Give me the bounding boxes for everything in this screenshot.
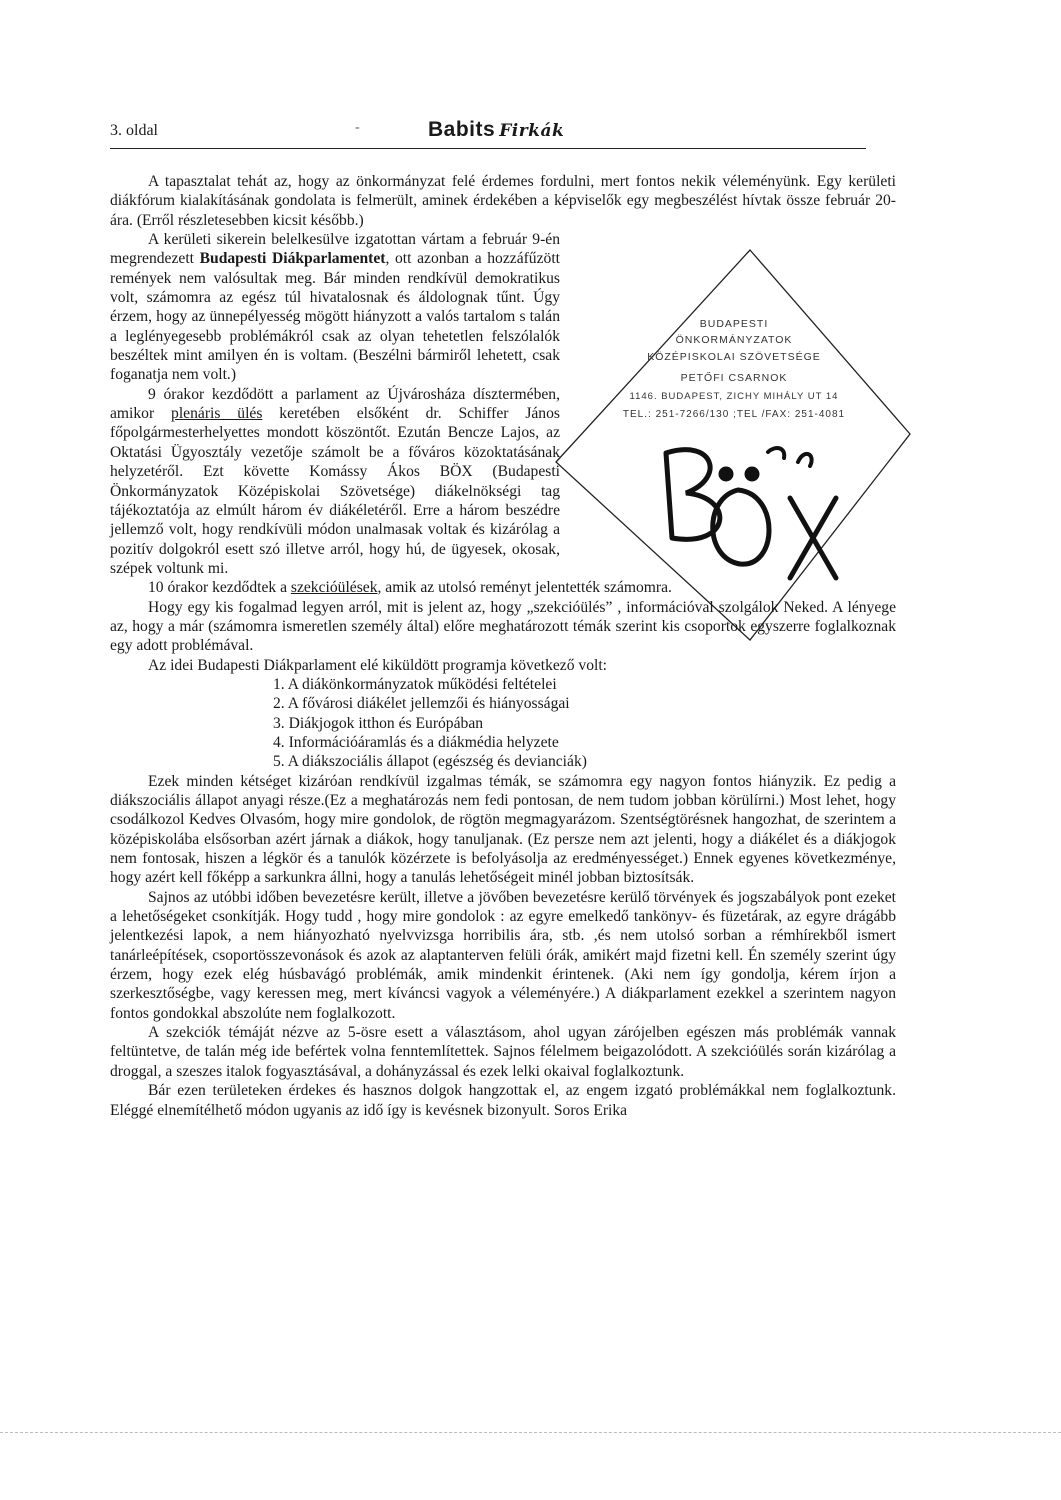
bold-term: Budapesti Diákparlamentet (199, 250, 386, 268)
paragraph-text: 9 órakor kezdődött a parlament az Újvárosháza dísztermében, amikor (110, 385, 560, 423)
paragraph (110, 578, 896, 597)
header-dash: - (355, 120, 360, 135)
list-item: 2. A fővárosi diákélet jellemzői és hiányosságai (273, 695, 570, 713)
paragraph-text: keretében elsőként dr. Schiffer János főpolgármesterhelyettes mondott köszöntőt. Ezután Bencze Lajos, az Oktatási Ügyosztály vezetője számolt be a főváros közoktatásának helyzetéről. Ezt követte Komássy Ákos BÖX (Budapesti Önkormányzatok Középiskolai Szövetsége) diákelnökségi tag tájékoztatója az elmúlt három év diákéletéről. Erre a három beszédre jellemző volt, hogy rendkívüli módon unalmasak voltak és kizárólag a pozitív dolgokról esett szó illetve arról, hogy hú, de ügyesek, okosak, szépek voltunk mi. (110, 405, 560, 577)
paragraph: A szekciók témáját nézve az 5-ösre esett a választásom, ahol ugyan zárójelben egészen más problémák vannak feltüntetve, de talán még ide befértek volna fenntemlítettek. Sajnos félelmem beigazolódott. A szekcióülés során kizárólag a droggal, a szeszes italok fogyasztásával, a dohányzással és ezek lelki okaival foglalkoztunk. (110, 1024, 896, 1080)
page-header (110, 118, 866, 149)
logo-line: TEL.: 251-7266/130 ;TEL /FAX: 251-4081 (622, 409, 846, 420)
paragraph: Bár ezen területeken érdekes és hasznos dolgok hangzottak el, az engem izgató problémákkal nem foglalkoztunk. Eléggé elnemítélhető módon ugyanis az idő így is kevésnek bizonyult. Soros Erika (110, 1082, 896, 1119)
paragraph: Ezek minden kétséget kizáróan rendkívül izgalmas témák, se számomra egy nagyon fontos hiányzik. Ez pedig a diákszociális állapot anyagi része.(Ez a meghatározás nem fedi pontosan, de nem tudom jobban körülírni.) Most lehet, hogy csodálkozol Kedves Olvasóm, hogy mire gondolok, de rögtön megmagyarázom. Szentségtörésnek hangozhat, de szerintem a középiskolába elsősorban azért járnak a diákok, hogy tanuljanak. (Ez persze nem azt jelenti, hogy a diákélet és a diákjogok nem fontosak, hiszen a légkör és a tanulók közérzete is befolyásolja az eredményességet.) Ennek egyenes következménye, hogy azért kell főképp a sarkunkra állni, hogy a tanulás lehetőségeit minél jobban biztosítsák. (110, 772, 896, 887)
logo-line: 1146. BUDAPEST, ZICHY MIHÁLY UT 14 (629, 391, 839, 402)
logo-line: BUDAPESTI (699, 318, 769, 330)
paragraph: A tapasztalat tehát az, hogy az önkormányzat felé érdemes fordulni, mert fontos nekik véleményünk. Egy kerületi diákfórum kialakításának gondolata is felmerült, aminek érdekében a képviselők egy megbeszélést hívtak össze február 20-ára. (Erről részletesebben kicsit később.) (110, 173, 896, 229)
logo-line: ÖNKORMÁNYZATOK (675, 334, 793, 346)
paragraph-text: , amik az utolsó reményt jelentették számomra. (377, 579, 672, 597)
list-item: 5. A diákszociális állapot (egészség és devianciák) (273, 753, 587, 771)
masthead-script: Firkák (499, 121, 565, 141)
program-list (110, 675, 896, 772)
list-item: 1. A diákönkormányzatok működési feltételei (273, 675, 557, 693)
paragraph-text: 10 órakor kezdődtek a (148, 579, 291, 597)
paragraph: Sajnos az utóbbi időben bevezetésre került, illetve a jövőben bevezetésre kerülő törvények és jogszabályok pont ezeket a lehetőségeket csonkítják. Hogy tudd , hogy mire gondolok : az egyre emelkedő tankönyv- és füzetárak, az egyre drágább jelentkezési lapok, a nem hiányozható nyelvvizsga horribilis ára, stb. ,és nem utolsó sorban a rémhírekből ismert tanárleépítések, csoportösszevonások és azok az alaptanterven felüli órák, amikért majd fizetni kell. Én személy szerint úgy érzem, hogy ezek elég húsbavágó problémák, amik mindenkit érintenek. (Aki nem így gondolja, kérem írjon a szerkesztőségbe, vagy keressen meg, mert kíváncsi vagyok a véleményére.) A diákparlament ezekkel a szerintem nagyon fontos gondokkal abszolúte nem foglalkozott. (110, 888, 896, 1022)
list-item: 3. Diákjogok itthon és Európában (273, 714, 484, 732)
paragraph: Az idei Budapesti Diákparlament elé kiküldött programja következő volt: (148, 656, 608, 674)
underlined-term: plenáris ülés (171, 405, 263, 423)
paragraph (110, 230, 560, 385)
underlined-term: szekcióülések (290, 579, 378, 597)
paragraph-text: A kerületi sikerein belelkesülve izgatottan vártam a február 9-én megrendezett (110, 231, 560, 268)
scan-bottom-edge (0, 1432, 1061, 1434)
paragraph-text: , ott azonban a hozzáfűzött remények nem valósultak meg. Bár minden rendkívül demokratikus volt, számomra az egész túl hivatalosnak és áldolognak tűnt. Úgy érzem, hogy az ünnepélyesség mögött hiányzott a valós tartalom s talán a leglényegesebb problémákról csak az olyan tehetetlen felszólalók beszéltek mint amilyen én is voltam. (Beszélni bármiről lehetett, csak foganatja nem volt.) (110, 250, 560, 384)
masthead-title: Babits (428, 118, 496, 141)
list-item: 4. Információáramlás és a diákmédia helyzete (273, 733, 559, 751)
paragraph: Hogy egy kis fogalmad legyen arról, mit is jelent az, hogy „szekcióülés” , információval szolgálok Neked. A lényege az, hogy a már (számomra ismeretlen személy által) előre meghatározott témák szerint kis csoportok egyszerre foglalkoznak egy adott problémával. (110, 598, 896, 655)
paragraph (110, 385, 560, 578)
masthead (428, 118, 564, 142)
logo-line: KÖZÉPISKOLAI SZÖVETSÉGE (647, 351, 821, 363)
article-body (110, 172, 896, 1120)
page-number: 3. oldal (110, 122, 158, 139)
logo-line: PETŐFI CSARNOK (680, 372, 788, 384)
